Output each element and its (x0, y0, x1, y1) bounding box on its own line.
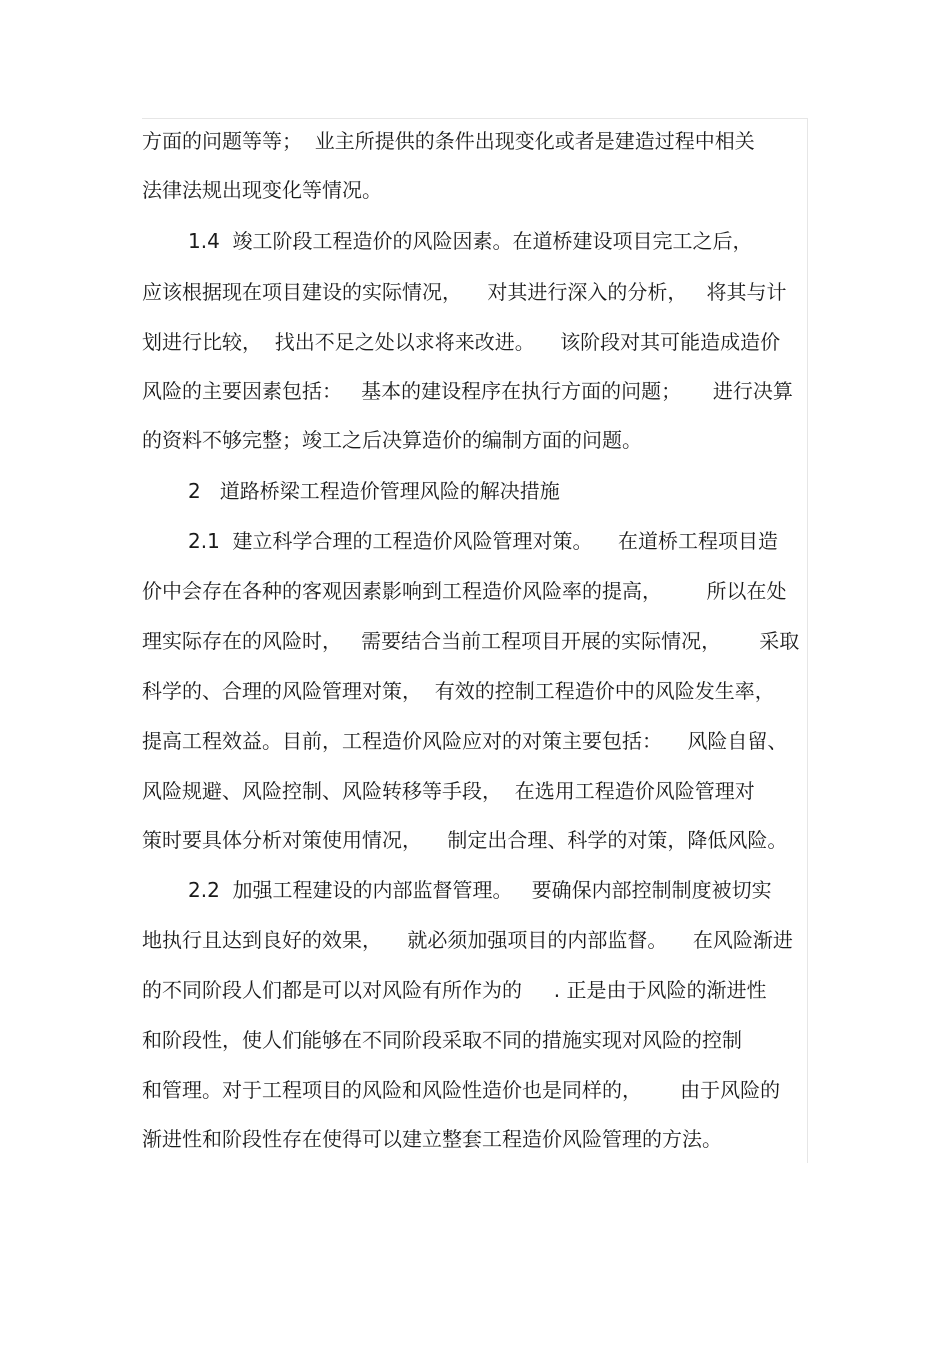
paragraph-line: 的不同阶段人们都是可以对风险有所作为的 . 正是由于风险的渐进性 (142, 978, 767, 1002)
paragraph-line: 划进行比较， 找出不足之处以求将来改进。 该阶段对其可能造成造价 (142, 330, 781, 354)
paragraph-line: 理实际存在的风险时， 需要结合当前工程项目开展的实际情况， 采取 (142, 629, 800, 653)
section-heading-2: 2 道路桥梁工程造价管理风险的解决措施 (188, 479, 560, 503)
section-heading-2-2: 2.2 加强工程建设的内部监督管理。 要确保内部控制制度被切实 (188, 878, 772, 902)
paragraph-line: 策时要具体分析对策使用情况， 制定出合理、科学的对策，降低风险。 (142, 828, 788, 852)
paragraph-line: 科学的、合理的风险管理对策， 有效的控制工程造价中的风险发生率， (142, 679, 775, 703)
section-heading-1-4: 1.4 竣工阶段工程造价的风险因素。在道桥建设项目完工之后， (188, 229, 753, 253)
paragraph-line: 法律法规出现变化等情况。 (142, 178, 382, 202)
paragraph-line: 地执行且达到良好的效果， 就必须加强项目的内部监督。 在风险渐进 (142, 928, 793, 952)
paragraph-line: 方面的问题等等； 业主所提供的条件出现变化或者是建造过程中相关 (142, 129, 755, 153)
section-heading-2-1: 2.1 建立科学合理的工程造价风险管理对策。 在道桥工程项目造 (188, 529, 778, 553)
paragraph-line: 风险规避、风险控制、风险转移等手段， 在选用工程造价风险管理对 (142, 779, 755, 803)
paragraph-line: 渐进性和阶段性存在使得可以建立整套工程造价风险管理的方法。 (142, 1127, 722, 1151)
paragraph-line: 的资料不够完整；竣工之后决算造价的编制方面的问题。 (142, 428, 642, 452)
paragraph-line: 和阶段性，使人们能够在不同阶段采取不同的措施实现对风险的控制 (142, 1028, 742, 1052)
paragraph-line: 应该根据现在项目建设的实际情况， 对其进行深入的分析， 将其与计 (142, 280, 787, 304)
paragraph-line: 提高工程效益。目前，工程造价风险应对的对策主要包括： 风险自留、 (142, 729, 788, 753)
paragraph-line: 风险的主要因素包括： 基本的建设程序在执行方面的问题； 进行决算 (142, 379, 793, 403)
paragraph-line: 和管理。对于工程项目的风险和风险性造价也是同样的， 由于风险的 (142, 1078, 781, 1102)
paragraph-line: 价中会存在各种的客观因素影响到工程造价风险率的提高， 所以在处 (142, 579, 787, 603)
